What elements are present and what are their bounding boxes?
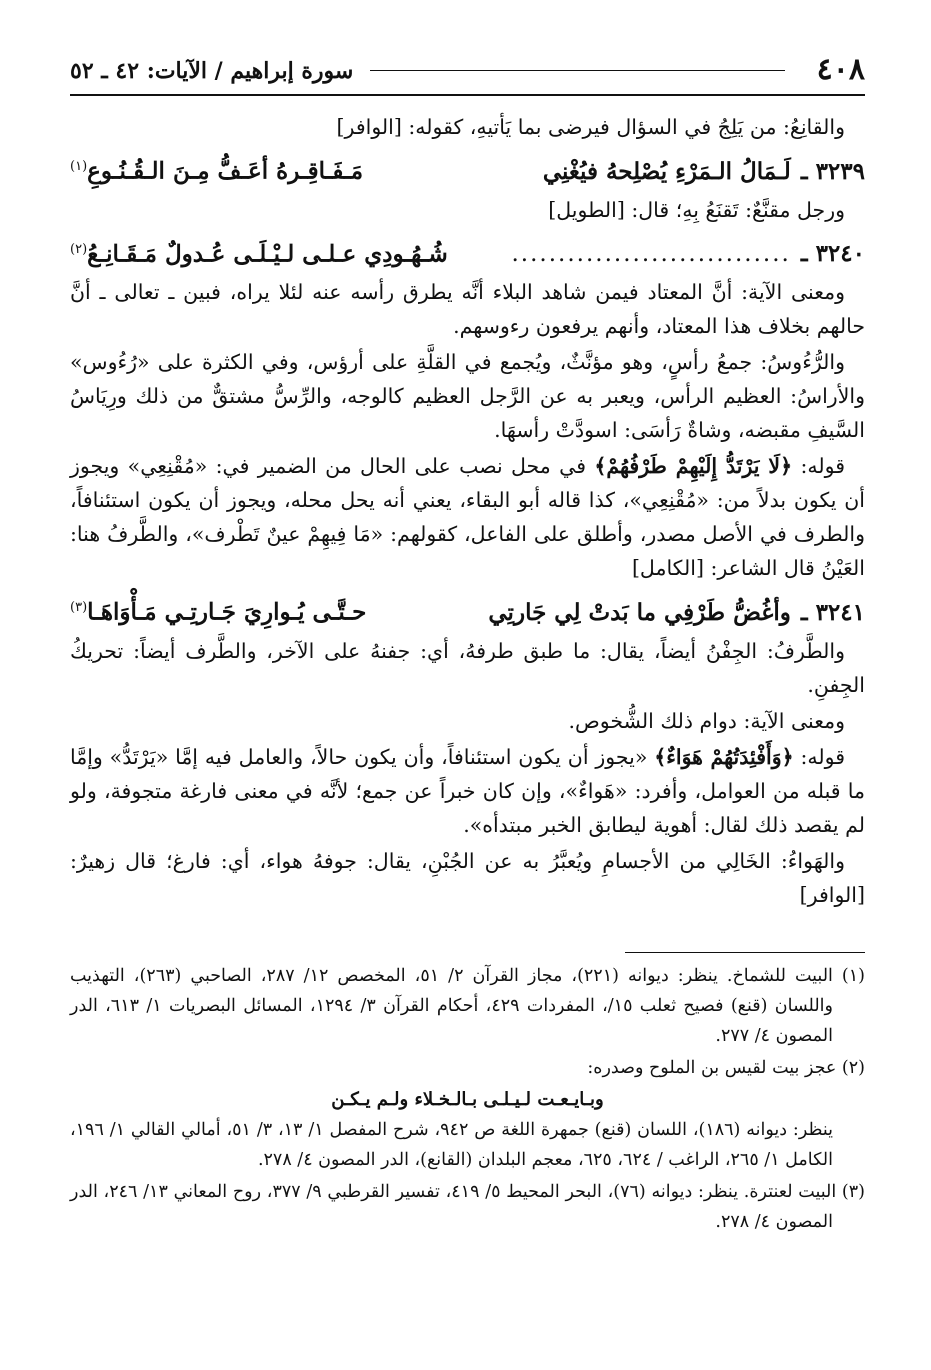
footnote-marker[interactable]: (٢) — [70, 241, 88, 257]
quran-quote: ﴿لَا يَرْتَدُّ إِلَيْهِمْ طَرْفُهُمْ﴾ — [594, 454, 793, 479]
main-text — [70, 110, 865, 912]
footnote-marker[interactable]: (٣) — [70, 600, 88, 616]
verse-3241 — [70, 587, 865, 634]
paragraph: والرُّءُوسُ: جمعُ رأسٍ، وهو مؤنَّثٌ، ويُجمع في القلَّةِ على أرؤس، وفي الكثرة على «رُءُوس» والأراسُ: العظيم الرأس، ويعبر به عن الرَّجل العظيم كالوجه، والرِّسُّ مشتقٌّ من ذلك ورِيَاسُ السَّيفِ مقبضه، وشاةٌ رَأسَى: اسودَّتْ رأسهَا. — [70, 350, 865, 443]
paragraph: والطَّرفُ: الجِفْنُ أيضاً، يقال: ما طبق طرفهُ، أي: جفنهُ على الآخر، والطَّرف أيضاً: تحريكُ الجِفنِ. — [70, 638, 865, 697]
paragraph: ورجل مقنَّعٌ: تَقنَعُ بِهِ؛ قال: [الطويل] — [548, 197, 845, 222]
footnote-2-references: ينظر: ديوانه (١٨٦)، اللسان (قنع) جمهرة اللغة ص ٩٤٢، شرح المفصل ١/ ١٣، ٣/ ٥١، أمالي القالي ١/ ١٩٦، الكامل ١/ ٢٦٥، الراغب / ٦٢٤، ٦٢٥، معجم البلدان (القانع)، الدر المصون ٤/ ٢٧٨. — [70, 1119, 833, 1170]
text-run: في محل نصب على الحال من الضمير في: «مُقْنِعِي» ويجوز أن يكون بدلاً من: «مُقْنِعِي»، كذا قاله أبو البقاء، يعني أنه يحل محله، ويجوز أن يكون استئنافاً، والطرف في الأصل مصدر، وأطلق على الفاعل، كقولهم: «مَا فِيهِمْ عينٌ تَطْرف»، والطَّرفُ هنا: العَيْنُ قال الشاعر: [الكامل] — [70, 454, 865, 581]
paragraph — [70, 740, 865, 842]
verse-second-hemistich: مَـفَـاقِـرهُ أعَـفُّ مِـنَ الـقُـنُـوعِ — [87, 157, 364, 185]
footnote-3: (٣) البيت لعنترة. ينظر: ديوانه (٧٦)، البحر المحيط ٥/ ٤١٩، تفسير القرطبي ٩/ ٣٧٧، روح المعاني ١٣/ ٢٤٦، الدر المصون ٤/ ٢٧٨. — [70, 1181, 865, 1232]
paragraph — [70, 449, 865, 585]
text-run: قوله: — [792, 454, 845, 479]
verse-first-hemistich: وأغُضُّ طَرْفِي ما بَدتْ لِي جَارتِي — [488, 598, 791, 626]
footnote-2-verse: وبـايـعـت لـيـلـى بـالـخـلاء ولـم يـكـن — [331, 1088, 604, 1110]
quran-quote: ﴿وَأَفْئِدَتُهُمْ هَوَاءٌ﴾ — [654, 744, 794, 769]
verse-second-hemistich: حـتَّـى يُـوارِيَ جَـارتِـي مَـأْوَاهَـا — [87, 598, 367, 626]
text-run: «يجوز أن يكون استئنافاً، وأن يكون حالاً، والعامل فيه إمَّا «يَرْتَدُّ» وإمَّا ما قبله من العوامل، وأفرد: «هَواءٌ»، وإن كان خبراً عن جمع؛ لأنَّه في معنى فارغة متجوفة، ولو لم يقصد ذلك لقال: أهوية ليطابق الخبر مبتدأه». — [70, 744, 865, 837]
verse-number: ٣٢٤١ ـ — [800, 598, 865, 626]
text-run: قوله: — [793, 744, 845, 769]
footnote-marker[interactable]: (١) — [70, 159, 88, 174]
verse-3239 — [70, 146, 865, 193]
verse-number: ٣٢٤٠ ـ — [800, 240, 865, 268]
footnote-separator — [625, 952, 865, 953]
paragraph: والهَواءُ: الخَالِي من الأجسامِ ويُعبَّرُ به عن الجُبْنِ، يقال: جوفهُ هواء، أي: فارغ؛ قال زهيرٌ: [الوافر] — [70, 848, 865, 907]
page-header — [70, 48, 865, 96]
header-rule — [370, 70, 785, 71]
paragraph: ومعنى الآية: دوام ذلك الشُّخوص. — [568, 708, 845, 733]
book-page — [70, 48, 865, 1239]
footnote-1: (١) البيت للشماخ. ينظر: ديوانه (٢٢١)، مجاز القرآن ٢/ ٥١، المخصص ١٢/ ٢٨٧، الصاحبي (٢٦٣)، التهذيب واللسان (قنع) فصيح ثعلب ١٥/، المفردات ٤٢٩، أحكام القرآن ٣/ ١٢٩٤، المسائل البصريات ١/ ٦١٣، الدر المصون ٤/ ٢٧٧. — [70, 965, 865, 1046]
running-title: سورة إبراهيم / الآيات: ٤٢ ـ ٥٢ — [70, 58, 354, 84]
footnotes — [70, 961, 865, 1237]
verse-first-hemistich: لَـمَالُ الـمَرْءِ يُصْلِحهُ فيُغْنِي — [542, 157, 791, 185]
verse-number: ٣٢٣٩ ـ — [800, 157, 865, 185]
footnote-2: (٢) عجز بيت لقيس بن الملوح وصدره: — [587, 1057, 865, 1078]
paragraph: والقانِعُ: من يَلِجُ في السؤال فيرضى بما يَأتيهِ، كقوله: [الوافر] — [336, 115, 845, 139]
paragraph: ومعنى الآية: أنَّ المعتاد فيمن شاهد البلاء أنَّه يطرق رأسه عنه لئلا يراه، فبين ـ تعالى ـ أنَّ حالهم بخلاف هذا المعتاد، وأنهم يرفعون رءوسهم. — [70, 280, 865, 339]
page-number: ٤٠٨ — [816, 52, 865, 87]
verse-second-hemistich: شُـهُـودِي عـلـى لـيْـلَـى عُـدولٌ مَـقَـانِـعُ — [87, 240, 448, 268]
verse-3240 — [70, 229, 865, 276]
verse-ellipsis: .............................. — [511, 241, 791, 268]
